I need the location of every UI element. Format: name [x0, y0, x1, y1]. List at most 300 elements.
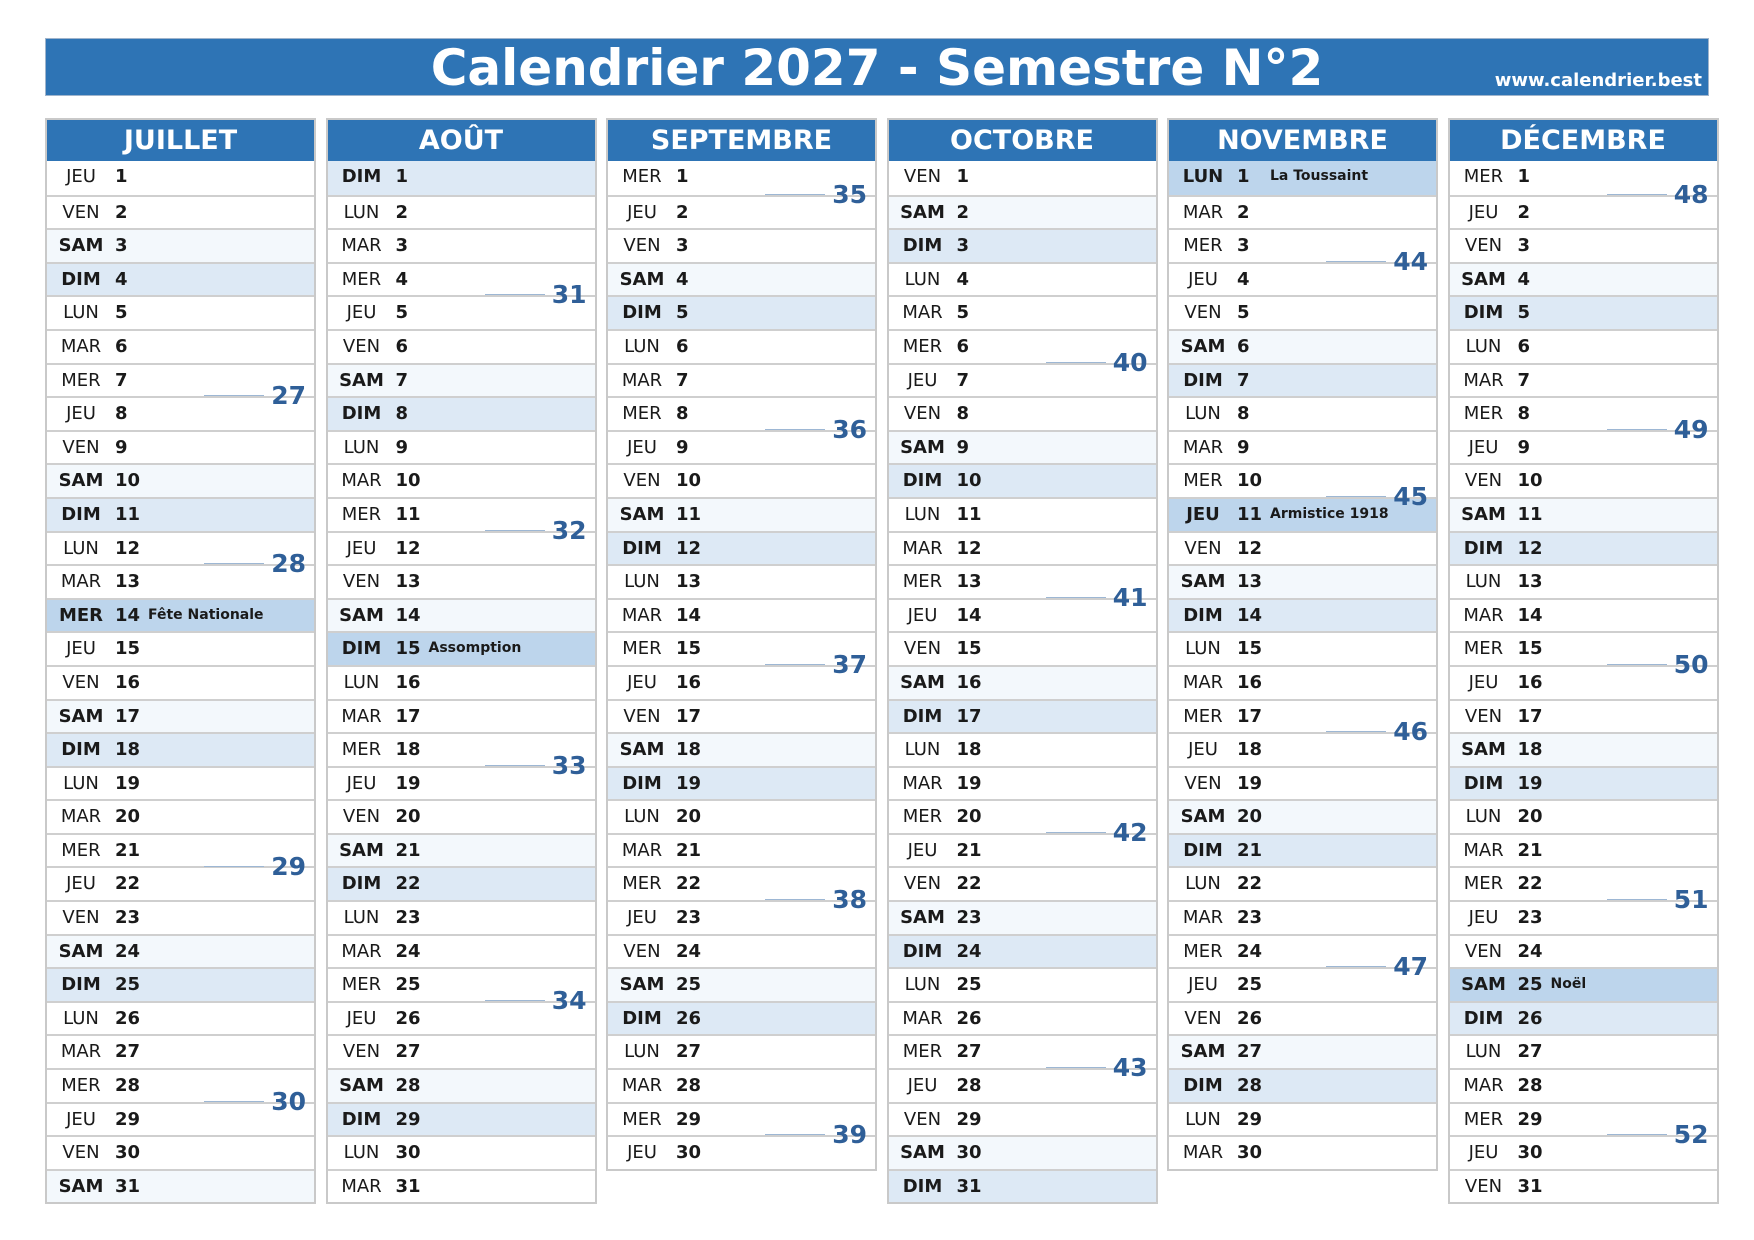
weekday-label: DIM [622, 302, 662, 324]
day-number: 6 [1517, 335, 1531, 357]
week-number: 41 [1112, 582, 1148, 612]
day-number: 24 [676, 940, 702, 962]
day-row [889, 1169, 1156, 1203]
weekday-label: LUN [1185, 403, 1221, 425]
weekday-label: LUN [63, 1007, 99, 1029]
weekday-label: VEN [623, 235, 661, 257]
day-row [47, 799, 314, 833]
day-number: 15 [1237, 638, 1263, 660]
weekday-label: VEN [623, 705, 661, 727]
month-title: DÉCEMBRE [1450, 120, 1717, 161]
weekday-label: DIM [61, 974, 101, 996]
day-row [328, 463, 595, 497]
week-number: 34 [551, 986, 587, 1015]
day-number: 29 [1237, 1108, 1263, 1130]
day-number: 17 [676, 705, 702, 727]
day-row [47, 161, 314, 195]
site-url: www.calendrier.best [1494, 70, 1702, 91]
day-number: 13 [1517, 571, 1543, 593]
day-number: 7 [676, 369, 689, 391]
day-row [1169, 799, 1436, 833]
weekday-label: DIM [61, 268, 101, 290]
week-number: 36 [832, 414, 867, 444]
day-row [1169, 1001, 1436, 1035]
weekday-label: MAR [60, 571, 102, 593]
day-number: 23 [956, 907, 982, 929]
day-number: 13 [395, 571, 421, 593]
week-number: 46 [1393, 717, 1428, 747]
day-number: 22 [115, 873, 141, 895]
weekday-label: DIM [341, 873, 382, 895]
day-row [889, 396, 1156, 430]
weekday-label: DIM [1463, 302, 1504, 324]
weekday-label: LUN [624, 806, 660, 828]
weekday-label: DIM [341, 1108, 382, 1130]
day-list [889, 161, 1156, 1202]
day-row [1169, 195, 1436, 229]
weekday-label: MER [622, 638, 662, 660]
weekday-label: VEN [62, 201, 100, 223]
day-number: 11 [956, 503, 982, 525]
week-separator-line [204, 1101, 264, 1102]
week-separator-line [204, 563, 264, 564]
day-number: 20 [395, 806, 421, 828]
day-number: 28 [115, 1075, 141, 1097]
holiday-label: Noël [1550, 976, 1587, 993]
day-row [1450, 531, 1717, 565]
day-number: 9 [1517, 436, 1531, 458]
weekday-label: SAM [58, 470, 104, 492]
weekday-label: JEU [1188, 974, 1218, 996]
month-column [606, 118, 877, 1171]
day-row [47, 732, 314, 766]
day-number: 9 [115, 436, 128, 458]
day-row [328, 1034, 595, 1068]
day-number: 29 [115, 1108, 141, 1130]
weekday-label: VEN [62, 1142, 100, 1164]
day-number: 8 [1237, 403, 1250, 425]
day-row [889, 665, 1156, 699]
day-number: 8 [676, 403, 689, 425]
weekday-label: SAM [619, 974, 665, 996]
weekday-label: JEU [1188, 739, 1218, 761]
weekday-label: VEN [623, 940, 661, 962]
day-row [608, 766, 875, 800]
day-number: 12 [1517, 537, 1543, 559]
day-row [608, 564, 875, 598]
day-number: 14 [676, 604, 702, 626]
weekday-label: MAR [1182, 1142, 1224, 1164]
day-number: 21 [1237, 839, 1263, 861]
weekday-label: DIM [1463, 1007, 1504, 1029]
weekday-label: MER [1463, 873, 1504, 895]
day-number: 8 [1517, 403, 1531, 425]
weekday-label: LUN [63, 302, 99, 324]
day-number: 9 [956, 436, 970, 458]
week-separator-line [765, 1134, 825, 1135]
day-number: 3 [115, 235, 128, 257]
day-number: 26 [956, 1007, 982, 1029]
day-row [1169, 295, 1436, 329]
day-row [1450, 732, 1717, 766]
day-number: 19 [676, 772, 702, 794]
day-row [328, 699, 595, 733]
day-number: 30 [956, 1142, 982, 1164]
holiday-row [1169, 161, 1436, 195]
week-separator-line [765, 664, 825, 665]
day-row [889, 732, 1156, 766]
day-number: 26 [1237, 1007, 1263, 1029]
weekday-label: MER [902, 1041, 943, 1063]
day-number: 13 [676, 571, 702, 593]
weekday-label: SAM [900, 201, 945, 223]
day-row [1450, 564, 1717, 598]
week-number: 31 [551, 280, 587, 310]
day-row [328, 833, 595, 867]
day-row [1169, 900, 1436, 934]
weekday-label: SAM [339, 839, 384, 861]
weekday-label: MER [622, 873, 662, 895]
day-number: 18 [115, 739, 141, 761]
day-number: 24 [115, 940, 141, 962]
weekday-label: SAM [619, 503, 665, 525]
day-number: 10 [395, 470, 421, 492]
day-number: 20 [956, 806, 982, 828]
day-row [1169, 833, 1436, 867]
day-number: 7 [1517, 369, 1531, 391]
week-separator-line [485, 294, 545, 295]
day-list [608, 161, 875, 1169]
day-number: 27 [395, 1041, 421, 1063]
day-row [47, 967, 314, 1001]
day-number: 9 [1237, 436, 1250, 458]
day-number: 23 [395, 907, 421, 929]
day-number: 11 [1237, 503, 1263, 525]
day-number: 10 [956, 470, 982, 492]
weekday-label: JEU [66, 638, 96, 660]
day-number: 30 [1517, 1142, 1543, 1164]
week-number: 42 [1112, 818, 1148, 847]
day-row [608, 329, 875, 363]
day-row [1450, 1169, 1717, 1203]
weekday-label: JEU [1468, 907, 1499, 929]
day-row [328, 430, 595, 464]
weekday-label: LUN [63, 537, 99, 559]
day-row [608, 531, 875, 565]
day-number: 21 [395, 839, 421, 861]
week-separator-line [1607, 194, 1667, 195]
weekday-label: MAR [902, 772, 943, 794]
weekday-label: DIM [902, 940, 943, 962]
weekday-label: DIM [902, 470, 943, 492]
day-number: 16 [1517, 671, 1543, 693]
day-row [1450, 262, 1717, 296]
day-row [889, 497, 1156, 531]
day-row [47, 900, 314, 934]
weekday-label: JEU [346, 1007, 377, 1029]
weekday-label: DIM [341, 403, 382, 425]
day-number: 20 [115, 806, 141, 828]
day-row [889, 228, 1156, 262]
weekday-label: VEN [903, 638, 942, 660]
weekday-label: MER [902, 806, 943, 828]
day-list [1450, 161, 1717, 1202]
day-row [328, 1169, 595, 1203]
weekday-label: SAM [619, 268, 665, 290]
day-row [328, 934, 595, 968]
day-row [889, 161, 1156, 195]
weekday-label: MER [1183, 705, 1223, 727]
day-row [1169, 866, 1436, 900]
day-row [608, 934, 875, 968]
weekday-label: SAM [58, 235, 104, 257]
day-row [47, 295, 314, 329]
day-row [47, 329, 314, 363]
day-number: 25 [1237, 974, 1263, 996]
day-row [47, 430, 314, 464]
day-row [328, 363, 595, 397]
day-number: 4 [395, 268, 409, 290]
day-row [1450, 1068, 1717, 1102]
day-number: 25 [1517, 974, 1543, 996]
day-number: 19 [956, 772, 982, 794]
weekday-label: LUN [63, 772, 99, 794]
day-row [328, 195, 595, 229]
weekday-label: DIM [902, 705, 943, 727]
weekday-label: VEN [62, 671, 100, 693]
weekday-label: MER [1463, 1108, 1504, 1130]
month-column [887, 118, 1158, 1204]
day-number: 16 [115, 671, 141, 693]
week-number: 44 [1393, 246, 1428, 276]
weekday-label: SAM [339, 1075, 384, 1097]
day-row [1169, 631, 1436, 665]
weekday-label: JEU [907, 369, 938, 391]
weekday-label: DIM [622, 772, 662, 794]
day-number: 10 [115, 470, 141, 492]
weekday-label: LUN [1185, 873, 1221, 895]
weekday-label: DIM [61, 739, 101, 761]
day-row [328, 329, 595, 363]
week-separator-line [485, 530, 545, 531]
weekday-label: VEN [903, 873, 942, 895]
day-row [328, 1135, 595, 1169]
day-row [1169, 598, 1436, 632]
day-number: 16 [676, 671, 702, 693]
weekday-label: MAR [1182, 671, 1224, 693]
weekday-label: SAM [58, 705, 104, 727]
day-number: 23 [1237, 907, 1263, 929]
day-number: 5 [1237, 302, 1250, 324]
week-number: 27 [271, 381, 306, 411]
day-row [889, 1001, 1156, 1035]
day-number: 27 [676, 1041, 702, 1063]
weekday-label: JEU [627, 201, 657, 223]
weekday-label: DIM [341, 638, 382, 660]
day-number: 3 [1237, 235, 1250, 257]
weekday-label: JEU [907, 604, 938, 626]
day-number: 19 [395, 772, 421, 794]
weekday-label: VEN [342, 571, 381, 593]
day-row [328, 1068, 595, 1102]
day-number: 6 [956, 335, 970, 357]
day-number: 14 [1517, 604, 1543, 626]
day-row [608, 833, 875, 867]
weekday-label: MER [1463, 403, 1504, 425]
day-row [889, 699, 1156, 733]
day-number: 9 [395, 436, 409, 458]
day-row [1169, 363, 1436, 397]
holiday-row [47, 598, 314, 632]
week-number: 49 [1673, 414, 1709, 444]
day-row [47, 766, 314, 800]
day-row [608, 799, 875, 833]
weekday-label: JEU [66, 873, 96, 895]
day-number: 3 [1517, 235, 1531, 257]
day-number: 22 [1237, 873, 1263, 895]
weekday-label: VEN [903, 403, 942, 425]
weekday-label: JEU [627, 907, 657, 929]
day-number: 16 [1237, 671, 1263, 693]
day-number: 28 [676, 1075, 702, 1097]
day-number: 1 [956, 166, 970, 187]
weekday-label: VEN [1184, 302, 1222, 324]
day-number: 23 [1517, 907, 1543, 929]
weekday-label: LUN [624, 335, 660, 357]
day-row [608, 262, 875, 296]
day-number: 25 [676, 974, 702, 996]
day-row [608, 1068, 875, 1102]
weekday-label: JEU [66, 1108, 96, 1130]
day-row [47, 262, 314, 296]
day-row [889, 430, 1156, 464]
day-row [889, 967, 1156, 1001]
day-row [328, 564, 595, 598]
weekday-label: JEU [1468, 671, 1499, 693]
day-number: 4 [956, 268, 970, 290]
month-column [45, 118, 316, 1204]
weekday-label: SAM [1180, 571, 1226, 593]
day-number: 5 [956, 302, 970, 324]
day-row [1450, 497, 1717, 531]
weekday-label: VEN [623, 470, 661, 492]
day-number: 5 [676, 302, 689, 324]
weekday-label: JEU [627, 1142, 657, 1164]
weekday-label: MER [61, 1075, 101, 1097]
day-row [889, 1135, 1156, 1169]
weekday-label: DIM [61, 503, 101, 525]
month-title: AOÛT [328, 120, 595, 161]
weekday-label: MAR [621, 839, 663, 861]
weekday-label: MER [1183, 940, 1223, 962]
day-number: 27 [115, 1041, 141, 1063]
day-number: 26 [676, 1007, 702, 1029]
day-number: 29 [1517, 1108, 1543, 1130]
day-number: 25 [395, 974, 421, 996]
month-column [1448, 118, 1719, 1204]
day-row [1450, 1001, 1717, 1035]
day-number: 21 [115, 839, 141, 861]
weekday-label: MAR [1182, 436, 1224, 458]
day-number: 9 [676, 436, 689, 458]
day-row [1450, 363, 1717, 397]
day-number: 19 [115, 772, 141, 794]
day-number: 16 [395, 671, 421, 693]
week-separator-line [1046, 832, 1106, 833]
holiday-label: Fête Nationale [148, 606, 264, 623]
day-number: 5 [1517, 302, 1531, 324]
day-row [328, 1102, 595, 1136]
weekday-label: JEU [1468, 1142, 1499, 1164]
day-number: 2 [115, 201, 128, 223]
day-number: 2 [676, 201, 689, 223]
day-number: 20 [1237, 806, 1263, 828]
day-row [47, 699, 314, 733]
day-row [47, 1169, 314, 1203]
week-number: 51 [1673, 885, 1709, 915]
day-number: 8 [115, 403, 128, 425]
weekday-label: LUN [624, 571, 660, 593]
day-number: 13 [956, 571, 982, 593]
weekday-label: JEU [1186, 503, 1220, 525]
day-number: 2 [1517, 201, 1531, 223]
day-row [889, 262, 1156, 296]
weekday-label: MAR [1463, 604, 1504, 626]
day-number: 26 [115, 1007, 141, 1029]
weekday-label: MAR [1182, 907, 1224, 929]
weekday-label: LUN [1465, 335, 1502, 357]
day-row [1450, 228, 1717, 262]
weekday-label: JEU [907, 1075, 938, 1097]
day-number: 6 [115, 335, 128, 357]
weekday-label: LUN [904, 974, 941, 996]
month-title: OCTOBRE [889, 120, 1156, 161]
weekday-label: VEN [1184, 537, 1222, 559]
week-number: 32 [551, 515, 587, 545]
day-row [1169, 564, 1436, 598]
weekday-label: VEN [1464, 1175, 1503, 1197]
weekday-label: DIM [1183, 369, 1223, 391]
day-number: 31 [1517, 1175, 1543, 1197]
day-row [47, 665, 314, 699]
weekday-label: MAR [1463, 839, 1504, 861]
day-row [1169, 665, 1436, 699]
day-row [608, 732, 875, 766]
weekday-label: VEN [1464, 940, 1503, 962]
day-number: 11 [395, 503, 421, 525]
page-title: Calendrier 2027 - Semestre N°2 [430, 39, 1324, 97]
week-separator-line [485, 765, 545, 766]
weekday-label: SAM [1461, 739, 1506, 761]
day-row [47, 1135, 314, 1169]
day-number: 15 [1517, 638, 1543, 660]
day-row [889, 295, 1156, 329]
weekday-label: JEU [66, 403, 96, 425]
day-number: 12 [115, 537, 141, 559]
day-number: 28 [1237, 1075, 1263, 1097]
weekday-label: MAR [1182, 201, 1224, 223]
day-number: 4 [115, 268, 128, 290]
weekday-label: DIM [1463, 772, 1504, 794]
weekday-label: LUN [1182, 166, 1224, 187]
day-row [47, 497, 314, 531]
weekday-label: MAR [341, 1175, 382, 1197]
holiday-label: La Toussaint [1270, 168, 1369, 184]
day-row [328, 598, 595, 632]
day-row [1450, 799, 1717, 833]
day-number: 27 [1237, 1041, 1263, 1063]
day-list [47, 161, 314, 1202]
